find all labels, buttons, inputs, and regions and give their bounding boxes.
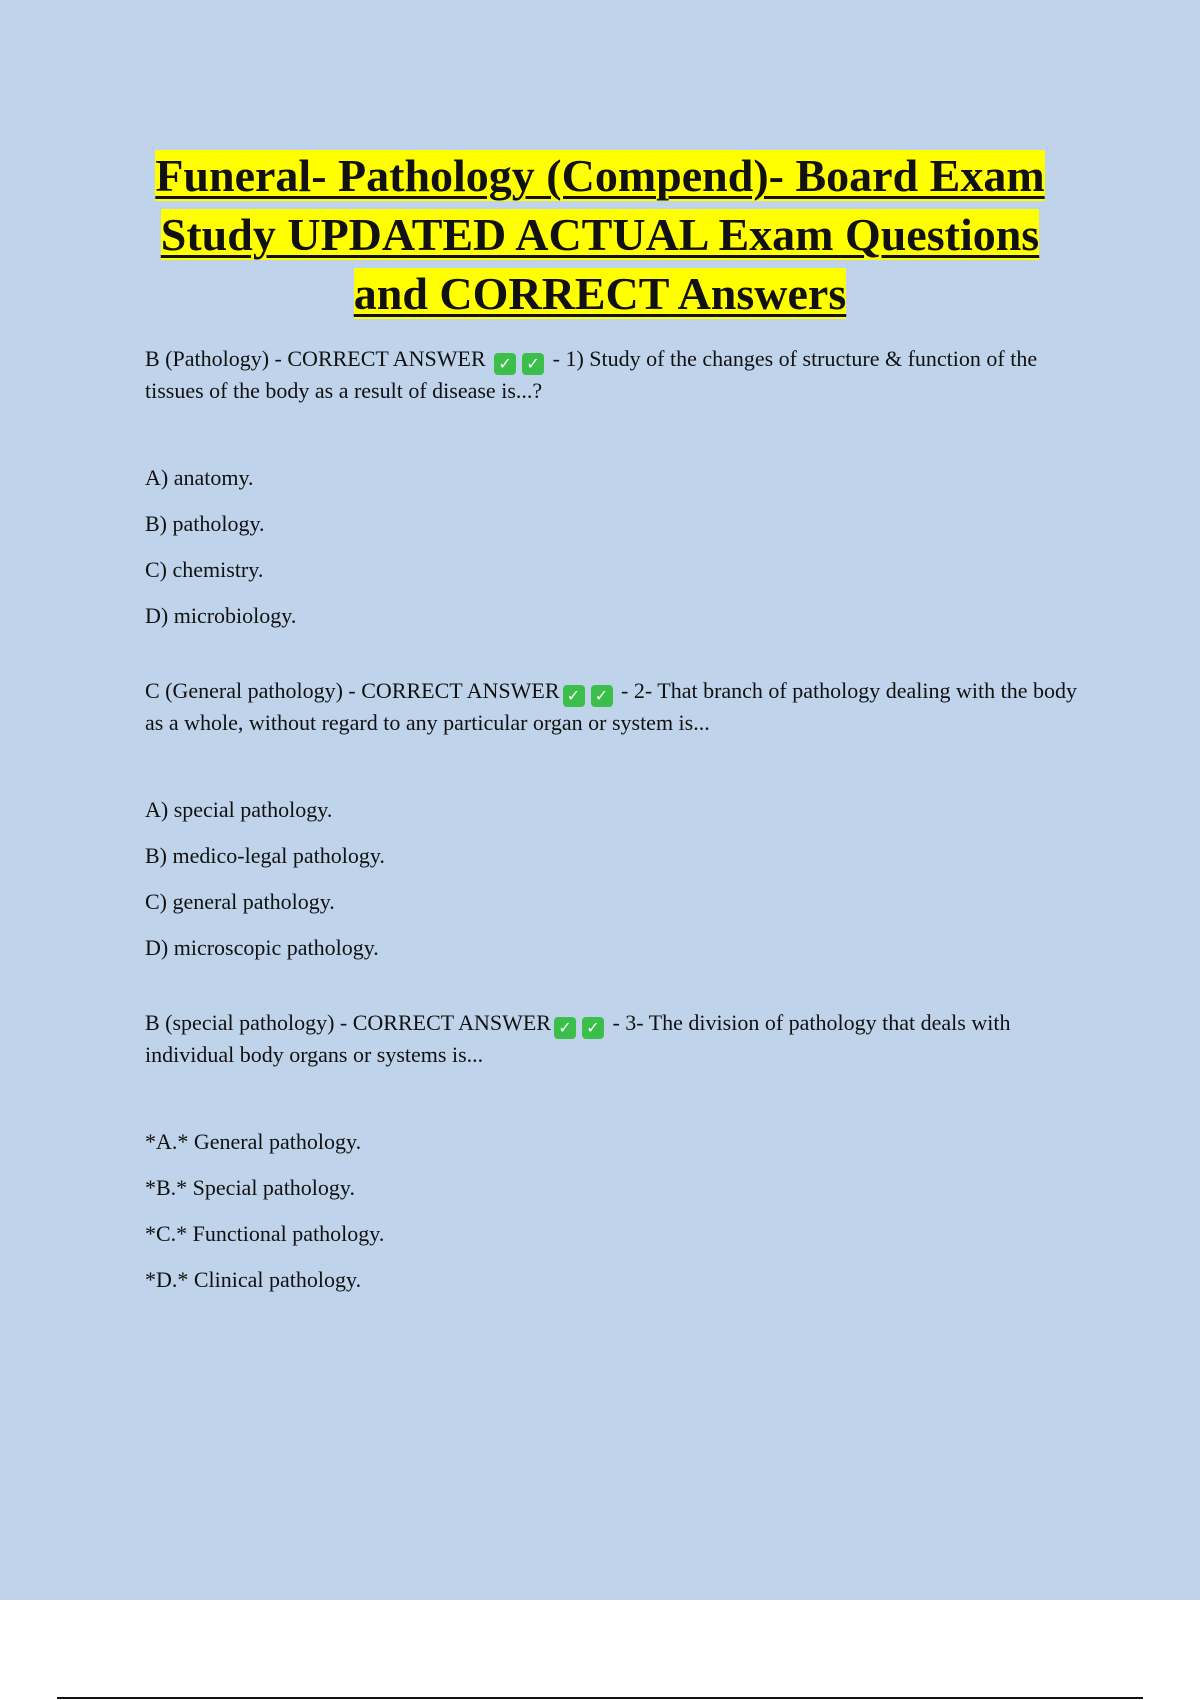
option-list [145, 794, 1085, 963]
question-block [145, 675, 1085, 963]
question-block [145, 343, 1085, 631]
check-mark-icon: ✓ [494, 353, 516, 375]
option-item: C) chemistry. [145, 557, 264, 582]
option-item: A) anatomy. [145, 465, 254, 490]
check-mark-icon: ✓ [582, 1017, 604, 1039]
option-item: A) special pathology. [145, 797, 333, 822]
option-item: *D.* Clinical pathology. [145, 1267, 362, 1292]
option-item: B) pathology. [145, 511, 265, 536]
question-block [145, 1007, 1085, 1295]
question-text: - 3- The division of pathology that deals with individual body organs or systems is... [145, 1010, 1011, 1067]
answer-label: B (special pathology) - CORRECT ANSWER [145, 1010, 551, 1035]
question-paragraph [145, 343, 1085, 406]
option-item: *C.* Functional pathology. [145, 1221, 385, 1246]
option-item: C) general pathology. [145, 889, 335, 914]
option-item: B) medico-legal pathology. [145, 843, 385, 868]
question-text: - 1) Study of the changes of structure & function of the tissues of the body as a result of disease is...? [145, 346, 1038, 403]
question-text: - 2- That branch of pathology dealing with the body as a whole, without regard to any particular organ or system is... [145, 678, 1077, 735]
option-item: D) microscopic pathology. [145, 935, 379, 960]
question-paragraph [145, 1007, 1085, 1070]
option-item: *A.* General pathology. [145, 1129, 362, 1154]
option-item: D) microbiology. [145, 603, 297, 628]
answer-label: B (Pathology) - CORRECT ANSWER [145, 346, 486, 371]
document-title-text: Funeral- Pathology (Compend)- Board Exam Study UPDATED ACTUAL Exam Questions and CORRECT Answers [155, 150, 1045, 319]
check-mark-icon: ✓ [554, 1017, 576, 1039]
check-mark-icon: ✓ [563, 685, 585, 707]
footer-divider [57, 1697, 1143, 1699]
question-paragraph [145, 675, 1085, 738]
option-list [145, 462, 1085, 631]
option-list [145, 1126, 1085, 1295]
document-title [120, 146, 1080, 323]
check-mark-icon: ✓ [522, 353, 544, 375]
answer-label: C (General pathology) - CORRECT ANSWER [145, 678, 560, 703]
question-list [145, 343, 1085, 1339]
option-item: *B.* Special pathology. [145, 1175, 355, 1200]
check-mark-icon: ✓ [591, 685, 613, 707]
